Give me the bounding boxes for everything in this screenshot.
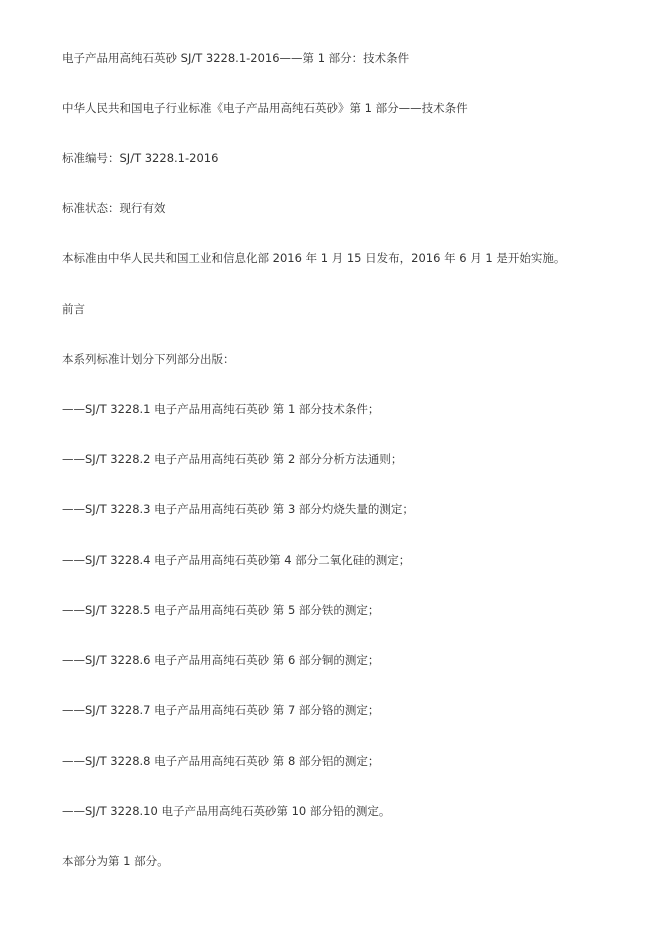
- document-title-line: 电子产品用高纯石英砂 SJ/T 3228.1-2016——第 1 部分：技术条件: [62, 51, 410, 65]
- series-list-item: ——SJ/T 3228.3 电子产品用高纯石英砂 第 3 部分灼烧失量的测定；: [62, 502, 414, 516]
- series-list-item: ——SJ/T 3228.10 电子产品用高纯石英砂第 10 部分铅的测定。: [62, 804, 391, 818]
- standard-full-name: 中华人民共和国电子行业标准《电子产品用高纯石英砂》第 1 部分——技术条件: [62, 101, 468, 115]
- series-list-item: ——SJ/T 3228.2 电子产品用高纯石英砂 第 2 部分分析方法通则；: [62, 452, 403, 466]
- series-list-item: ——SJ/T 3228.7 电子产品用高纯石英砂 第 7 部分铬的测定；: [62, 703, 380, 717]
- series-list-item: ——SJ/T 3228.8 电子产品用高纯石英砂 第 8 部分铝的测定；: [62, 754, 380, 768]
- series-list-item: ——SJ/T 3228.5 电子产品用高纯石英砂 第 5 部分铁的测定；: [62, 603, 380, 617]
- series-intro: 本系列标准计划分下列部分出版：: [62, 352, 235, 366]
- series-list-item: ——SJ/T 3228.4 电子产品用高纯石英砂第 4 部分二氧化硅的测定；: [62, 553, 411, 567]
- standard-number: 标准编号：SJ/T 3228.1-2016: [62, 151, 219, 165]
- part-statement: 本部分为第 1 部分。: [62, 854, 169, 868]
- publication-note: 本标准由中华人民共和国工业和信息化部 2016 年 1 月 15 日发布，2016 年 6 月 1 是开始实施。: [62, 251, 566, 265]
- standard-status: 标准状态：现行有效: [62, 201, 166, 215]
- series-list-item: ——SJ/T 3228.1 电子产品用高纯石英砂 第 1 部分技术条件；: [62, 402, 380, 416]
- section-heading-foreword: 前言: [62, 302, 85, 316]
- series-list-item: ——SJ/T 3228.6 电子产品用高纯石英砂 第 6 部分铜的测定；: [62, 653, 380, 667]
